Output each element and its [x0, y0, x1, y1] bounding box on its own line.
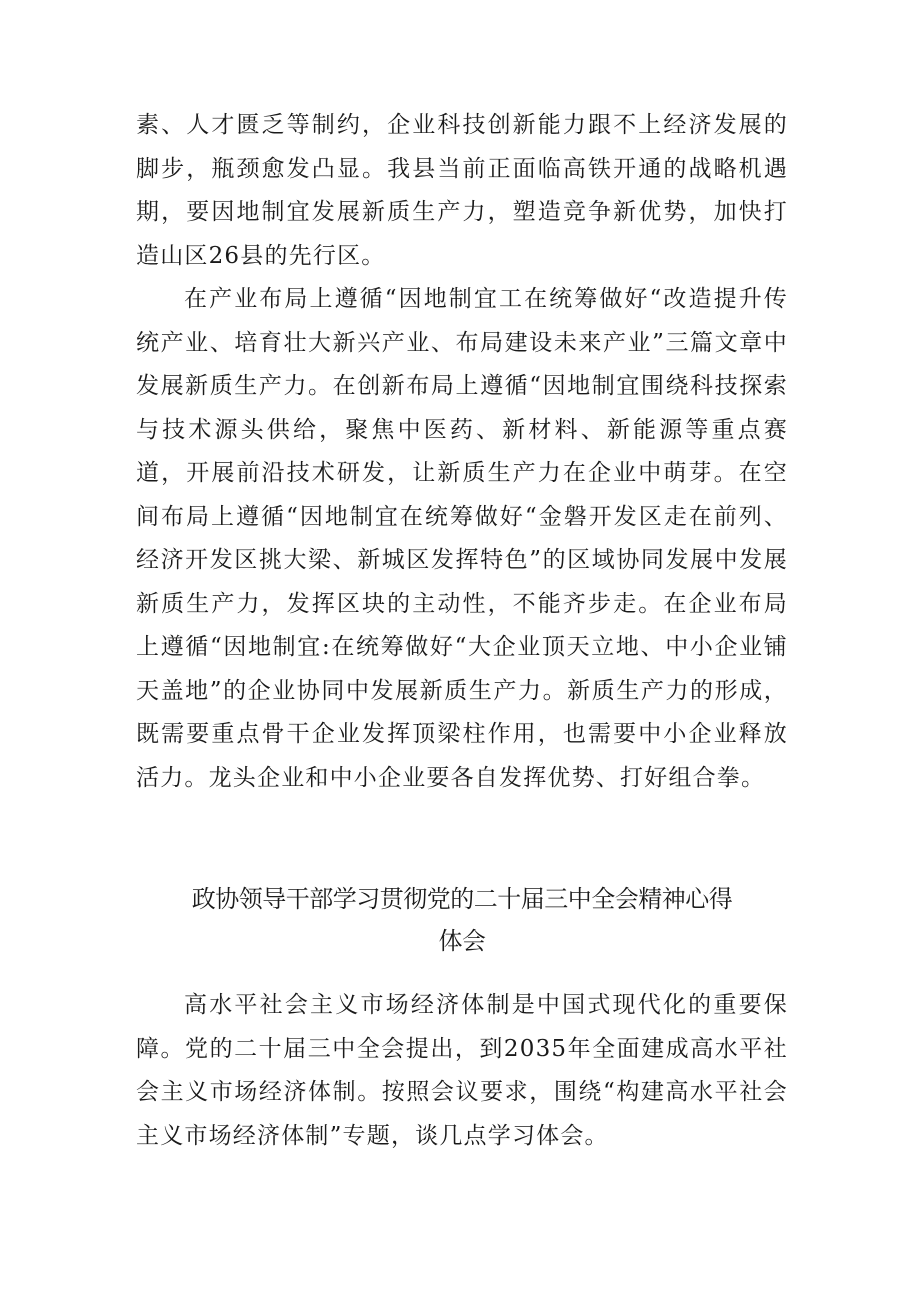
section-heading: [136, 878, 788, 962]
section-heading-line1: 政协领导干部学习贯彻党的二十届三中全会精神心得: [191, 885, 733, 913]
paragraph-industry-layout: 在产业布局上遵循“因地制宜工在统筹做好“改造提升传统产业、培育壮大新兴产业、布局建设未来产业”三篇文章中发展新质生产力。在创新布局上遵循“因地制宜围绕科技探索与技术源头供给，聚焦中医药、新材料、新能源等重点赛道，开展前沿技术研发，让新质生产力在企业中萌芽。在空间布局上遵循“因地制宜在统筹做好“金磐开发区走在前列、经济开发区挑大梁、新城区发挥特色”的区域协同发展中发展新质生产力，发挥区块的主动性，不能齐步走。在企业布局上遵循“因地制宜:在统筹做好“大企业顶天立地、中小企业铺天盖地”的企业协同中发展新质生产力。新质生产力的形成，既需要重点骨干企业发挥顶梁柱作用，也需要中小企业释放活力。龙头企业和中小企业要各自发挥优势、打好组合拳。: [136, 286, 788, 791]
paragraph-continuation: 素、人才匮乏等制约，企业科技创新能力跟不上经济发展的脚步，瓶颈愈发凸显。我县当前正面临高铁开通的战略机遇期，要因地制宜发展新质生产力，塑造竞争新优势，加快打造山区26县的先行区。: [136, 112, 788, 269]
paragraph-intro: 高水平社会主义市场经济体制是中国式现代化的重要保障。党的二十届三中全会提出，到2035年全面建成高水平社会主义市场经济体制。按照会议要求，围绕“构建高水平社会主义市场经济体制”专题，谈几点学习体会。: [136, 992, 788, 1149]
section-heading-line2: 体会: [438, 927, 486, 955]
